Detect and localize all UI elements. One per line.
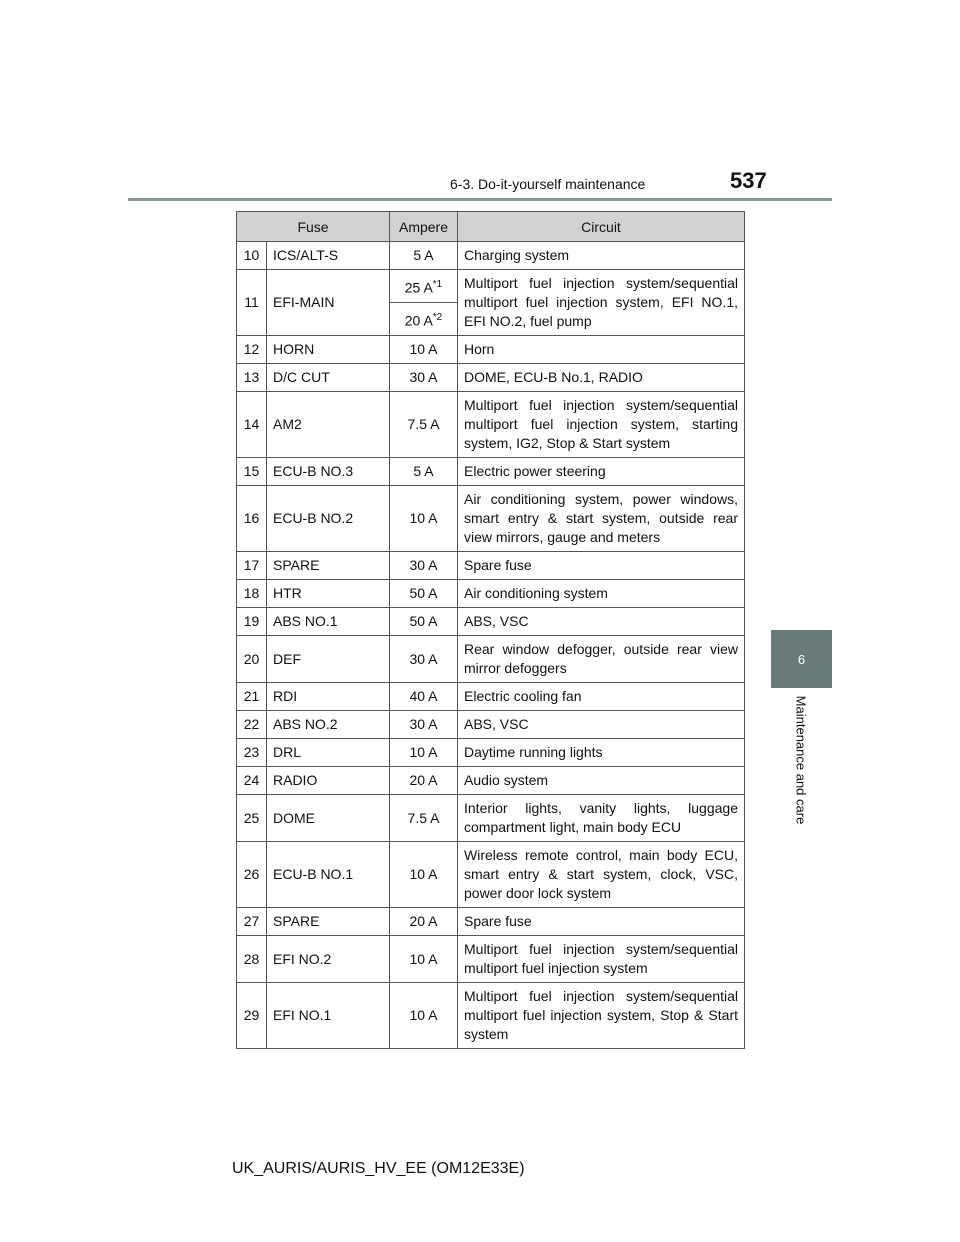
fuse-name: ECU-B NO.2 — [267, 486, 390, 552]
fuse-number: 21 — [237, 683, 267, 711]
fuse-ampere: 30 A — [390, 711, 458, 739]
fuse-name: DRL — [267, 739, 390, 767]
fuse-name: DOME — [267, 795, 390, 842]
fuse-number: 16 — [237, 486, 267, 552]
fuse-name: EFI NO.1 — [267, 983, 390, 1049]
fuse-ampere: 10 A — [390, 936, 458, 983]
fuse-name: RADIO — [267, 767, 390, 795]
table-row — [237, 336, 745, 364]
fuse-ampere: 10 A — [390, 336, 458, 364]
table-row — [237, 242, 745, 270]
table-row — [237, 270, 745, 303]
fuse-circuit: Spare fuse — [458, 552, 745, 580]
fuse-number: 15 — [237, 458, 267, 486]
fuse-circuit: Multiport fuel injection system/sequential multiport fuel injection system — [458, 936, 745, 983]
ampere-value: 25 A — [404, 279, 433, 296]
fuse-circuit: Audio system — [458, 767, 745, 795]
fuse-number: 28 — [237, 936, 267, 983]
chapter-tab[interactable] — [771, 630, 832, 688]
fuse-number: 17 — [237, 552, 267, 580]
fuse-ampere — [390, 303, 458, 336]
table-row — [237, 486, 745, 552]
chapter-label: Maintenance and care — [793, 695, 809, 825]
fuse-number: 14 — [237, 392, 267, 458]
fuse-number: 26 — [237, 842, 267, 908]
fuse-number: 20 — [237, 636, 267, 683]
chapter-number: 6 — [797, 651, 806, 667]
column-header-circuit: Circuit — [458, 212, 745, 242]
table-row — [237, 580, 745, 608]
fuse-name: RDI — [267, 683, 390, 711]
column-header-fuse: Fuse — [237, 212, 390, 242]
fuse-circuit: Air conditioning system — [458, 580, 745, 608]
fuse-ampere: 20 A — [390, 908, 458, 936]
fuse-number: 10 — [237, 242, 267, 270]
table-row — [237, 739, 745, 767]
fuse-circuit: Daytime running lights — [458, 739, 745, 767]
fuse-ampere: 5 A — [390, 242, 458, 270]
fuse-name: ICS/ALT-S — [267, 242, 390, 270]
fuse-table-body — [237, 242, 745, 1049]
fuse-circuit: Rear window defogger, outside rear view mirror defoggers — [458, 636, 745, 683]
fuse-ampere: 20 A — [390, 767, 458, 795]
fuse-ampere: 10 A — [390, 983, 458, 1049]
fuse-ampere: 50 A — [390, 608, 458, 636]
fuse-number: 12 — [237, 336, 267, 364]
table-row — [237, 458, 745, 486]
fuse-ampere: 50 A — [390, 580, 458, 608]
fuse-ampere: 40 A — [390, 683, 458, 711]
fuse-circuit: Horn — [458, 336, 745, 364]
section-title: 6-3. Do-it-yourself maintenance — [450, 176, 646, 192]
fuse-circuit: Multiport fuel injection system/sequential multiport fuel injection system, EFI NO.1, EFI NO.2, fuel pump — [458, 270, 745, 336]
page-number: 537 — [730, 168, 767, 193]
table-row — [237, 983, 745, 1049]
table-row — [237, 842, 745, 908]
column-header-ampere: Ampere — [390, 212, 458, 242]
header-divider — [128, 198, 832, 201]
fuse-name: ABS NO.1 — [267, 608, 390, 636]
fuse-ampere: 7.5 A — [390, 795, 458, 842]
table-row — [237, 364, 745, 392]
fuse-number: 25 — [237, 795, 267, 842]
fuse-ampere: 30 A — [390, 636, 458, 683]
fuse-circuit: Air conditioning system, power windows, smart entry & start system, outside rear view mirrors, gauge and meters — [458, 486, 745, 552]
table-row — [237, 767, 745, 795]
fuse-name: ECU-B NO.1 — [267, 842, 390, 908]
fuse-number: 22 — [237, 711, 267, 739]
fuse-name: AM2 — [267, 392, 390, 458]
fuse-number: 27 — [237, 908, 267, 936]
fuse-circuit: Multiport fuel injection system/sequential multiport fuel injection system, starting system, IG2, Stop & Start system — [458, 392, 745, 458]
fuse-ampere: 5 A — [390, 458, 458, 486]
fuse-circuit: Interior lights, vanity lights, luggage compartment light, main body ECU — [458, 795, 745, 842]
fuse-ampere: 10 A — [390, 486, 458, 552]
fuse-ampere: 30 A — [390, 364, 458, 392]
fuse-circuit: Electric cooling fan — [458, 683, 745, 711]
fuse-name: DEF — [267, 636, 390, 683]
table-row — [237, 636, 745, 683]
fuse-ampere: 10 A — [390, 739, 458, 767]
fuse-circuit: Charging system — [458, 242, 745, 270]
table-header-row — [237, 212, 745, 242]
table-row — [237, 908, 745, 936]
table-row — [237, 795, 745, 842]
fuse-name: HTR — [267, 580, 390, 608]
fuse-circuit: ABS, VSC — [458, 608, 745, 636]
fuse-circuit: ABS, VSC — [458, 711, 745, 739]
fuse-circuit: Multiport fuel injection system/sequential multiport fuel injection system, Stop & Start system — [458, 983, 745, 1049]
fuse-number: 24 — [237, 767, 267, 795]
fuse-number: 11 — [237, 270, 267, 336]
fuse-circuit: Spare fuse — [458, 908, 745, 936]
fuse-number: 13 — [237, 364, 267, 392]
fuse-number: 18 — [237, 580, 267, 608]
fuse-name: EFI-MAIN — [267, 270, 390, 336]
table-row — [237, 711, 745, 739]
fuse-circuit: DOME, ECU-B No.1, RADIO — [458, 364, 745, 392]
model-code: UK_AURIS/AURIS_HV_EE (OM12E33E) — [232, 1160, 525, 1177]
ampere-value: 20 A — [404, 312, 433, 329]
fuse-table — [236, 211, 745, 1049]
ampere-footnote: *2 — [432, 311, 443, 323]
fuse-name: SPARE — [267, 908, 390, 936]
ampere-footnote: *1 — [432, 278, 443, 290]
fuse-circuit: Electric power steering — [458, 458, 745, 486]
fuse-ampere: 30 A — [390, 552, 458, 580]
fuse-name: HORN — [267, 336, 390, 364]
table-row — [237, 683, 745, 711]
fuse-name: SPARE — [267, 552, 390, 580]
fuse-name: EFI NO.2 — [267, 936, 390, 983]
fuse-number: 23 — [237, 739, 267, 767]
fuse-name: D/C CUT — [267, 364, 390, 392]
fuse-ampere: 10 A — [390, 842, 458, 908]
table-row — [237, 392, 745, 458]
fuse-name: ECU-B NO.3 — [267, 458, 390, 486]
table-row — [237, 608, 745, 636]
table-row — [237, 552, 745, 580]
fuse-ampere — [390, 270, 458, 303]
table-row — [237, 936, 745, 983]
fuse-number: 19 — [237, 608, 267, 636]
fuse-number: 29 — [237, 983, 267, 1049]
fuse-name: ABS NO.2 — [267, 711, 390, 739]
fuse-circuit: Wireless remote control, main body ECU, smart entry & start system, clock, VSC, power door lock system — [458, 842, 745, 908]
fuse-ampere: 7.5 A — [390, 392, 458, 458]
